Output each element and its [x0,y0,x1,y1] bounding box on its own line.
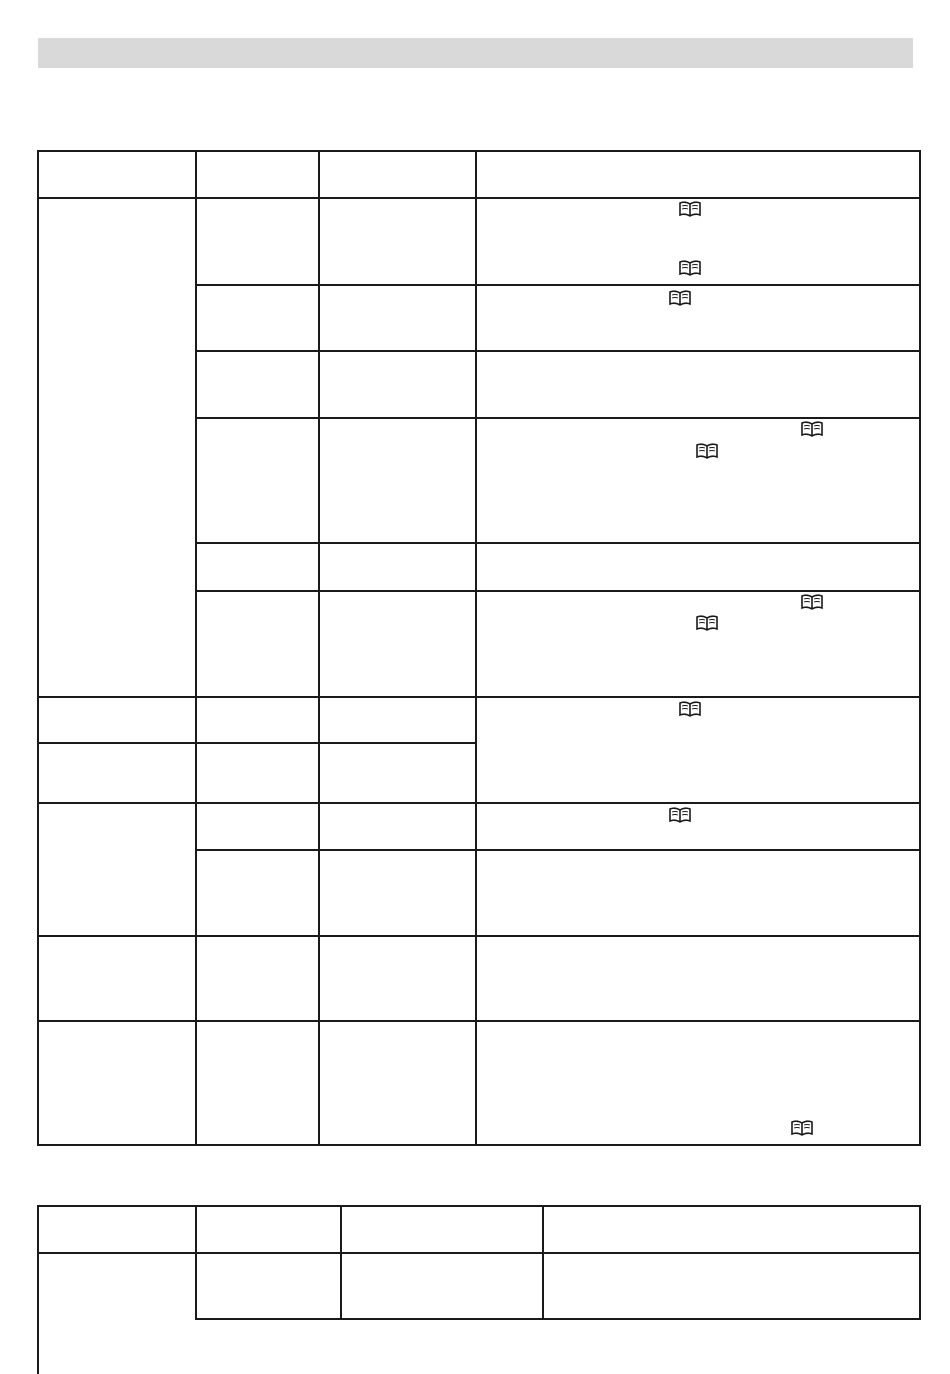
table-2-border-left [37,1205,39,1374]
table-1-subrow-divider [195,542,921,544]
table-1-row-divider [37,935,921,937]
book-icon [679,260,701,276]
table-1-subrow-divider [195,284,921,286]
table-1-col-divider-1 [195,150,197,1146]
book-icon [679,201,701,217]
table-2-border-top [37,1205,921,1207]
table-1-col-divider-3 [475,150,477,1146]
table-2-border-right [919,1205,921,1320]
table-1-row-divider [37,802,921,804]
table-2-row-bottom [195,1318,921,1320]
table-1-border-bottom [37,1144,921,1146]
book-icon [801,594,823,610]
table-1-row-divider [37,1020,921,1022]
table-2-col-divider-2 [340,1205,342,1320]
table-1-subrow-divider [195,417,921,419]
table-1-header-divider [37,197,921,199]
table-2-col-divider-3 [542,1205,544,1320]
table-1-subrow-divider [195,849,921,851]
book-icon [791,1120,813,1136]
table-1-border-top [37,150,921,152]
table-2-col-divider-1 [195,1205,197,1320]
book-icon [801,421,823,437]
book-icon [696,443,718,459]
book-icon [679,701,701,717]
header-bar [38,38,913,68]
book-icon [669,807,691,823]
table-1-row-divider [37,696,921,698]
table-1-border-left [37,150,39,1146]
table-1-subrow-divider [37,742,477,744]
table-1-subrow-divider [195,350,921,352]
table-1-col-divider-2 [318,150,320,1146]
book-icon [669,290,691,306]
table-1-subrow-divider [195,590,921,592]
table-1-border-right [919,150,921,1146]
table-2-header-divider [37,1252,921,1254]
book-icon [696,615,718,631]
